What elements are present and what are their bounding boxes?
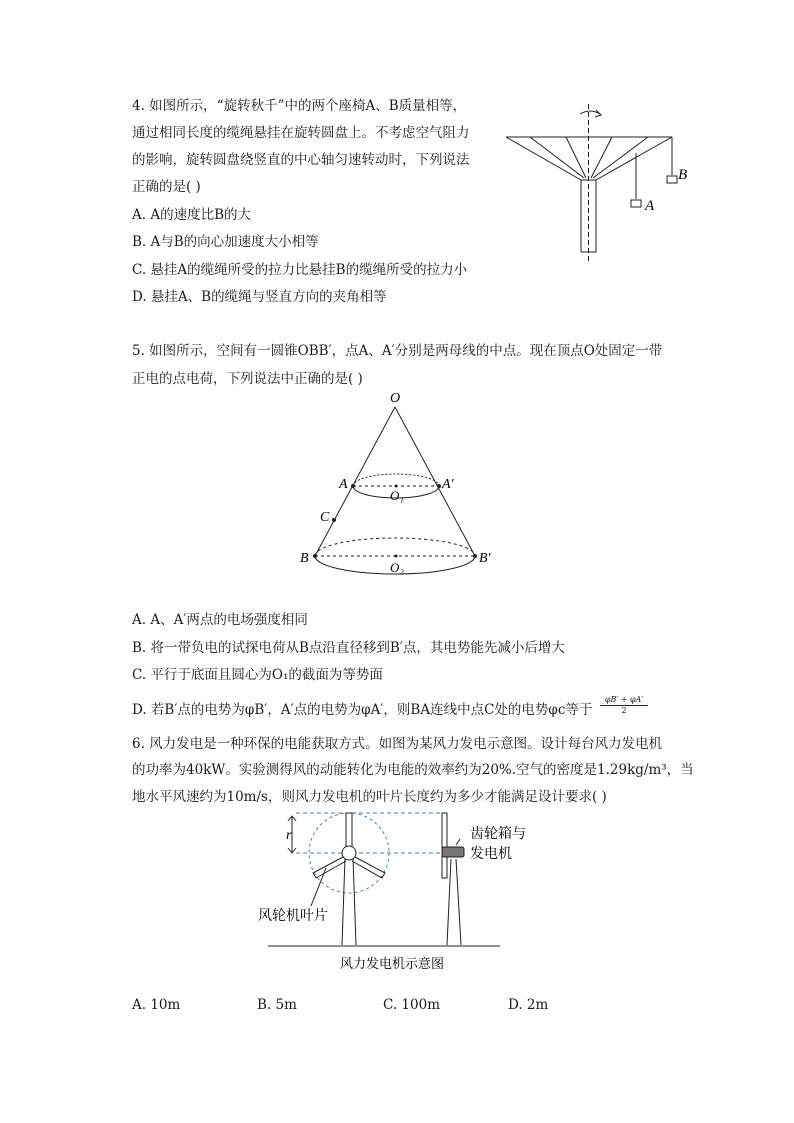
q5-label-b: B [300,551,309,566]
q6-label-gearbox-1: 齿轮箱与 [470,827,526,842]
q4-stem-line-3: 的影响，旋转圆盘绕竖直的中心轴匀速转动时，下列说法 [132,152,470,168]
q5-label-a: A [339,477,348,492]
q6-label-gearbox-2: 发电机 [470,847,512,862]
q4-label-a: A [645,198,655,214]
q5-label-c: C [320,510,330,525]
q6-figure-caption: 风力发电机示意图 [340,956,445,971]
q5-fraction-numerator: φB′ + φA′ [604,695,644,704]
q5-stem-line-2: 正电的点电荷，下列说法中正确的是( ) [132,371,363,387]
q4-swing-figure [500,98,700,268]
q5-option-b[interactable]: B. 将一带负电的试探电荷从B点沿直径移到B′点，其电势能先减小后增大 [132,640,565,656]
q5-fraction [598,695,650,715]
q4-stem-line-4: 正确的是( ) [132,179,201,195]
q6-option-a[interactable]: A. 10m [132,997,181,1013]
q4-label-b: B [678,167,688,183]
q5-label-a-prime: A′ [442,477,454,492]
q4-stem-line-1: 4. 如图所示，“旋转秋千”中的两个座椅A、B质量相等， [132,98,467,114]
q6-stem-line-2: 的功率为40kW。实验测得风的动能转化为电能的效率约为20%.空气的密度是1.29kg/m³，当 [132,762,694,778]
q5-option-d[interactable]: D. 若B′点的电势为φB′，A′点的电势为φA′，则BA连线中点C处的电势φc等于 [132,702,593,718]
q5-label-o: O [390,391,401,406]
q5-label-o2: O₂ [390,560,404,575]
q6-option-b[interactable]: B. 5m [257,997,297,1013]
q6-stem-line-3: 地水平风速约为10m/s，则风力发电机的叶片长度约为多少才能满足设计要求( ) [132,789,607,805]
q6-label-r: r [286,828,292,843]
q4-option-c[interactable]: C. 悬挂A的缆绳所受的拉力比悬挂B的缆绳所受的拉力小 [132,262,468,278]
q6-stem-line-1: 6. 风力发电是一种环保的电能获取方式。如图为某风力发电示意图。设计每台风力发电机 [132,736,663,752]
q6-label-blades: 风轮机叶片 [258,909,328,924]
q4-option-d[interactable]: D. 悬挂A、B的缆绳与竖直方向的夹角相等 [132,289,387,305]
q6-wind-turbine-figure [250,808,540,978]
q5-stem-line-1: 5. 如图所示，空间有一圆锥OBB′，点A、A′分别是两母线的中点。现在顶点O处固定一带 [132,343,663,359]
q5-label-o1: O₁ [390,488,404,503]
q5-fraction-denominator: 2 [621,706,627,715]
q6-option-d[interactable]: D. 2m [508,997,549,1013]
q4-option-b[interactable]: B. A与B的向心加速度大小相等 [132,234,319,250]
q6-option-c[interactable]: C. 100m [383,997,440,1013]
q4-option-a[interactable]: A. A的速度比B的大 [132,207,252,223]
q4-stem-line-2: 通过相同长度的缆绳悬挂在旋转圆盘上。不考虑空气阻力 [132,125,470,141]
q5-cone-figure [290,390,510,590]
q5-label-b-prime: B′ [479,551,491,566]
q5-option-c[interactable]: C. 平行于底面且圆心为O₁的截面为等势面 [132,667,383,683]
q5-option-a[interactable]: A. A、A′两点的电场强度相同 [132,612,308,628]
